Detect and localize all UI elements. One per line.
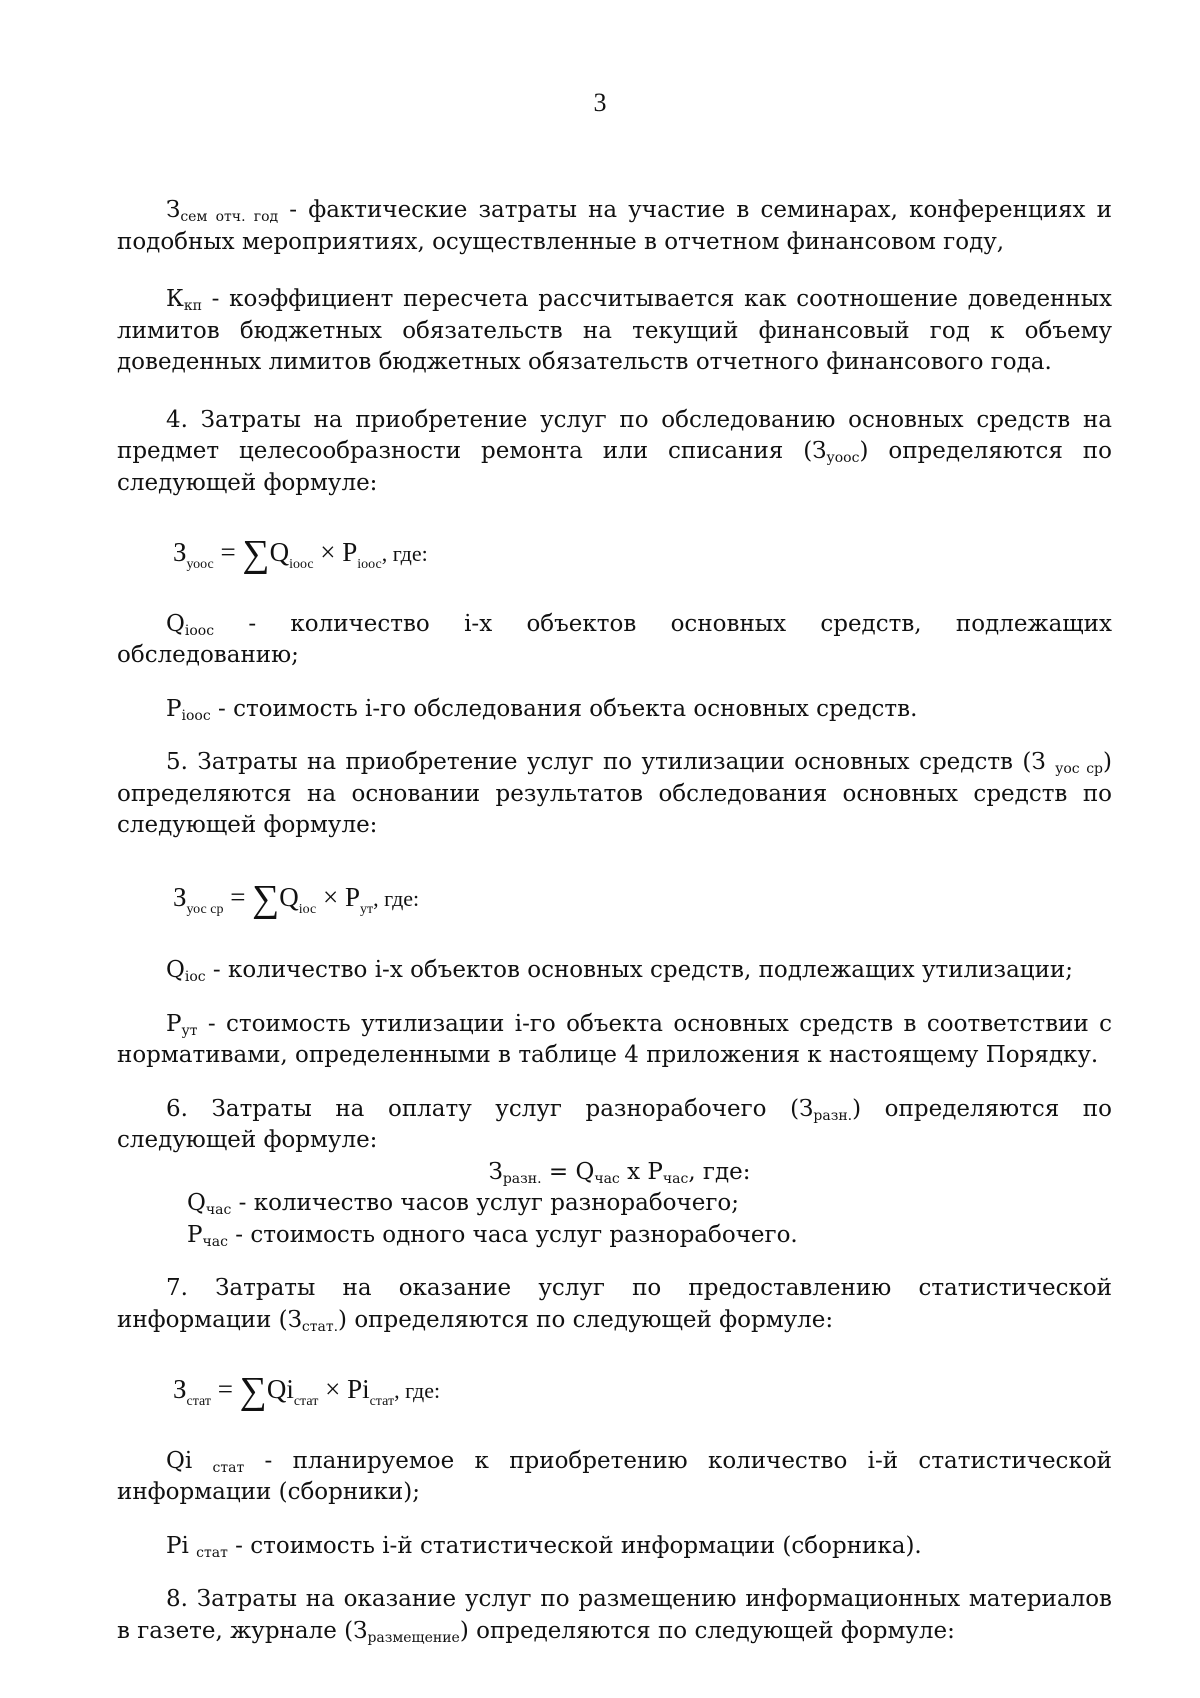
formula-6: $З_{разн.} = Q_{час}$ х $P_{час}$, где: [488,1158,751,1187]
definition-kkp: $К_{кп}$ - коэффициент пересчета рассчитывается как соотношение доведенных лимитов бюджетных обязательств на текущий финансовый год к объему доведенных лимитов бюджетных обязательств отчетного финансового года. [117,286,1112,375]
definition-q-chas: $Q_{час}$ - количество часов услуг разнорабочего; [187,1190,739,1218]
definition-q-ios: $Q_{iос}$ - количество i-х объектов основных средств, подлежащих утилизации; [166,957,1073,985]
formula-4: $З_{уоос} = \sum Q_{iоос} \times P_{iоос}$, где: [173,533,428,575]
item-7-paragraph: 7. Затраты на оказание услуг по предоставлению статистической информации $(З_{стат.})$ определяются по следующей формуле: [117,1275,1112,1335]
item-5-paragraph: 5. Затраты на приобретение услуг по утилизации основных средств (З $_{уос ср}$) определяются на основании результатов обследования основных средств по следующей формуле: [117,749,1112,838]
definition-p-ut: $P_{ут}$ - стоимость утилизации i-го объекта основных средств в соответствии с нормативами, определенными в таблице 4 приложения к настоящему Порядку. [117,1010,1112,1068]
definition-zsem: $З_{сем отч. год}$ - фактические затраты на участие в семинарах, конференциях и подобных мероприятиях, осуществленные в отчетном финансовом году, [117,197,1112,255]
definition-p-chas: $P_{час}$ - стоимость одного часа услуг разнорабочего. [187,1221,798,1250]
formula-5: $З_{уос ср} = \sum Q_{iос} \times P_{ут}$, где: [173,877,420,920]
page-number: 3 [593,88,607,117]
item-6-paragraph: 6. Затраты на оплату услуг разнорабочего $(З_{разн.})$ определяются по следующей формуле: [117,1095,1112,1153]
item-8-paragraph: 8. Затраты на оказание услуг по размещению информационных материалов в газете, журнале $(З_{размещение})$ определяются по следующей формуле: [117,1586,1112,1646]
definition-pi-stat: Pi $_{стат}$ - стоимость i-й статистической информации (сборника). [166,1532,922,1561]
formula-7: $З_{стат} = \sum Qi_{стат} \times Pi_{стат}$, где: [173,1370,441,1412]
document-body [117,195,1112,1647]
definition-qi-stat: Qi $_{стат}$ - планируемое к приобретению количество i-й статистической информации (сборники); [117,1447,1112,1505]
definition-q-ioos: $Q_{iоос}$ - количество i-х объектов основных средств, подлежащих обследованию; [117,610,1112,668]
definition-p-ioos: $P_{iоос}$ - стоимость i-го обследования объекта основных средств. [166,695,918,724]
item-4-paragraph: 4. Затраты на приобретение услуг по обследованию основных средств на предмет целесообразности ремонта или списания $(З_{уоос})$ определяются по следующей формуле: [117,406,1112,496]
